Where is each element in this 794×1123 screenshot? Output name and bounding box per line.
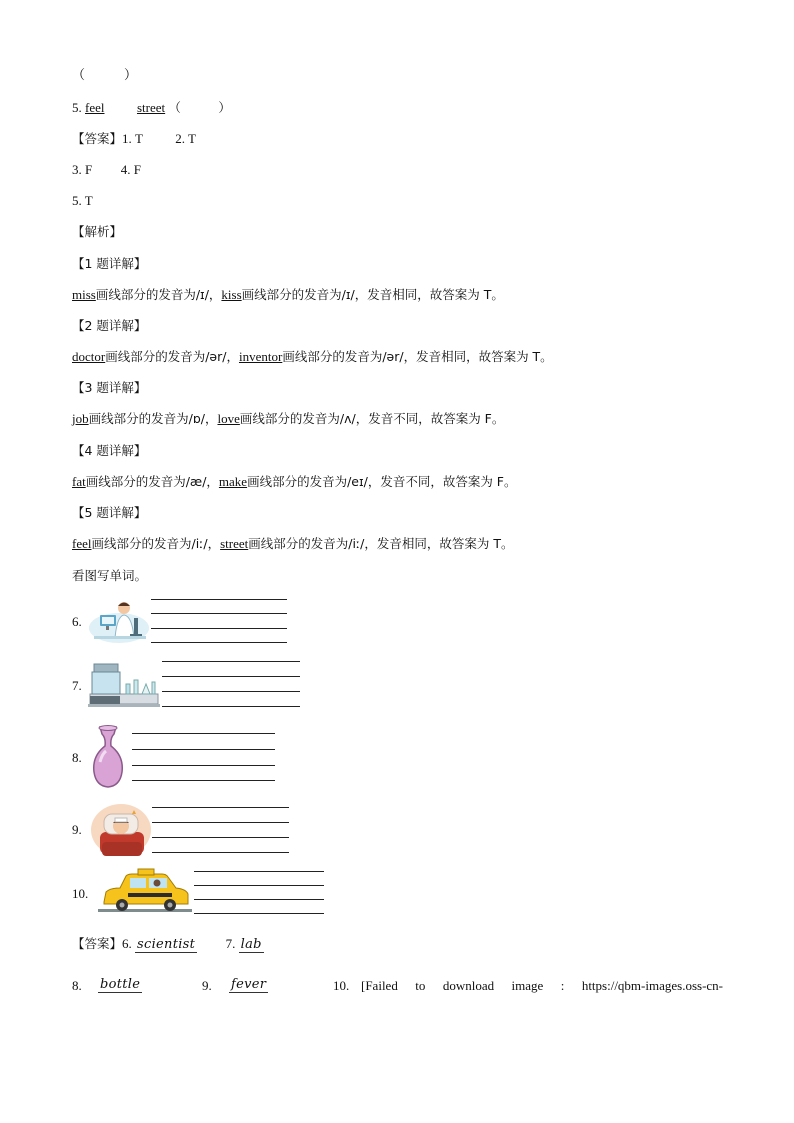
detail-text: 画线部分的发音为/ʌ/，发音不同，故答案为 F。 [239,411,505,426]
detail-line-1 [72,286,504,304]
detail-text: 画线部分的发音为/iː/，发音相同，故答案为 T。 [248,536,514,551]
fever-icon [90,802,152,858]
answer-num-9: 9. [202,978,212,993]
handwritten-answer-bottle-wrap [98,975,142,993]
detail-text: 画线部分的发音为/ər/， [105,349,239,364]
detail-text: 画线部分的发音为/eɪ/，发音不同，故答案为 F。 [247,474,517,489]
writing-line [194,885,324,886]
writing-line [151,613,287,614]
answer-label: 【答案】 [72,131,123,146]
answer-num-8: 8. [72,978,82,993]
handwritten-answer-fever: fever [231,977,267,992]
item-number-8: 8. [72,750,82,765]
detail-text: 画线部分的发音为/ɪ/，发音相同，故答案为 T。 [241,287,504,302]
handwritten-answer-bottle: bottle [100,977,141,992]
answer-num: 7. [225,936,236,951]
detail-text: 画线部分的发音为/ɒ/， [88,411,218,426]
q5-word1: feel [85,100,105,115]
detail-text: 画线部分的发音为/ər/，发音相同，故答案为 T。 [282,349,553,364]
scientist-icon [88,598,150,644]
writing-line [162,676,300,677]
answer-row-2 [72,161,141,179]
detail-word: doctor [72,349,106,364]
answer-label-b: 【答案】 [72,936,123,951]
q5-paren: （ ） [168,100,231,115]
writing-line [132,733,275,734]
detail-line-2 [72,348,553,366]
bottle-icon [88,724,128,790]
detail-word: love [217,411,240,426]
detail-word: make [218,474,248,489]
answer-5: 5. T [72,193,93,208]
detail-word: feel [72,536,92,551]
failed-image-text: [Failed to download image : https://qbm-images.oss-cn- [361,978,723,993]
writing-line [152,852,289,853]
writing-line [132,780,275,781]
handwritten-answer-lab: lab [240,937,262,952]
detail-word: job [72,411,89,426]
answer-2: 2. T [175,131,196,146]
q5-word2: street [136,100,166,115]
answer-3: 3. F [72,162,93,177]
detail-word: kiss [221,287,242,302]
detail-heading-2: 【2 题详解】 [72,318,147,333]
writing-line [151,642,287,643]
item-number-7: 7. [72,678,82,693]
writing-line [152,837,289,838]
writing-line [151,628,287,629]
analysis-label: 【解析】 [72,224,123,239]
answer-num: 6. [122,936,132,951]
taxi-icon [98,868,192,914]
writing-line [162,691,300,692]
detail-text: 画线部分的发音为/æ/， [85,474,219,489]
handwritten-answer-fever-wrap [229,975,268,993]
writing-line [132,765,275,766]
section-title: 看图写单词。 [72,568,148,583]
lab-icon [86,660,160,708]
detail-line-5 [72,535,513,553]
writing-line [162,706,300,707]
writing-line [162,661,300,662]
detail-heading-3: 【3 题详解】 [72,380,147,395]
detail-word: inventor [238,349,283,364]
answer-4: 4. F [120,162,141,177]
detail-line-4 [72,473,517,491]
top-paren: （ ） [72,67,138,82]
writing-line [194,899,324,900]
answer-num-10: 10. [333,978,350,993]
detail-word: street [220,536,249,551]
answer-row-b1 [72,935,264,953]
writing-line [194,871,324,872]
detail-word: fat [72,474,86,489]
detail-text: 画线部分的发音为/ɪ/， [95,287,222,302]
detail-line-3 [72,410,504,428]
detail-heading-4: 【4 题详解】 [72,443,147,458]
item-number-10: 10. [72,886,89,901]
answer-row-1 [72,130,196,148]
writing-line [152,807,289,808]
item-number-9: 9. [72,822,82,837]
question-5 [72,99,231,117]
answer-1: 1. T [122,131,143,146]
writing-line [152,822,289,823]
writing-line [132,749,275,750]
writing-line [151,599,287,600]
handwritten-answer-scientist: scientist [137,937,196,952]
detail-heading-1: 【1 题详解】 [72,256,147,271]
writing-line [194,913,324,914]
detail-word: miss [72,287,96,302]
detail-text: 画线部分的发音为/iː/， [91,536,221,551]
q5-num: 5. [72,100,82,115]
detail-heading-5: 【5 题详解】 [72,505,147,520]
item-number-6: 6. [72,614,82,629]
